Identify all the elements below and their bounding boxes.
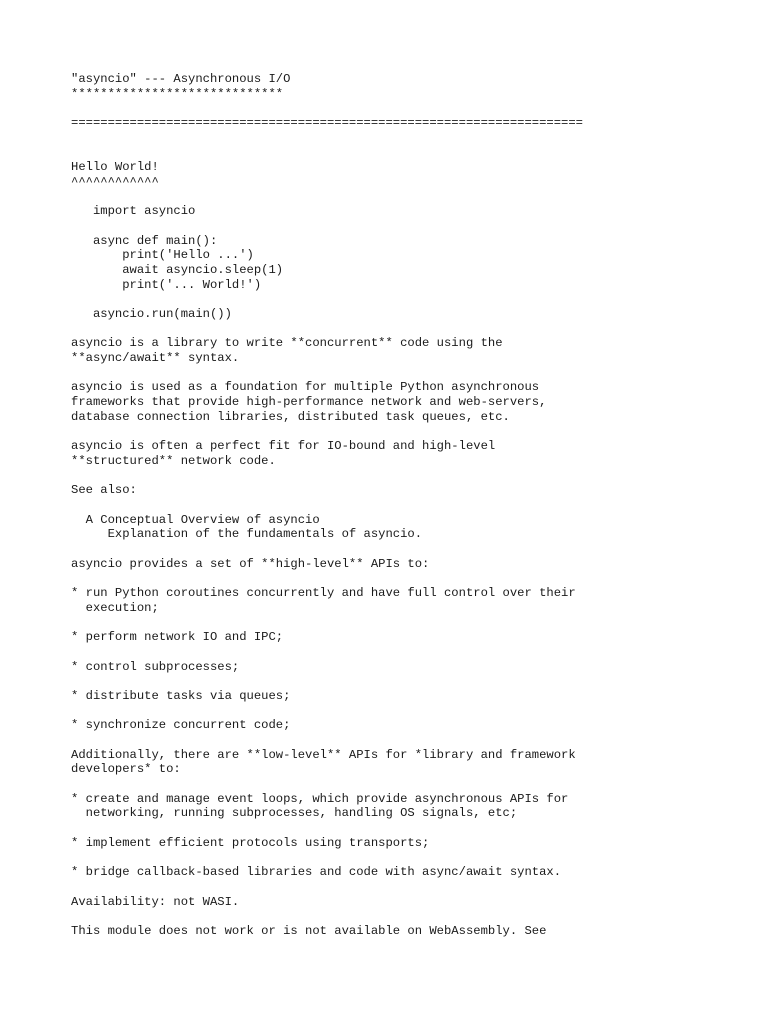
list-item: * distribute tasks via queues; <box>71 688 291 703</box>
document-page <box>71 72 731 939</box>
list-item: * create and manage event loops, which provide asynchronous APIs for networking, running subprocesses, handling OS signals, etc; <box>71 791 569 821</box>
code-block <box>71 204 731 322</box>
page-title: "asyncio" --- Asynchronous I/O <box>71 72 291 86</box>
availability-note: Availability: not WASI. <box>71 894 240 909</box>
low-level-intro: Additionally, there are **low-level** APIs for *library and framework developers* to: <box>71 747 576 777</box>
low-level-list <box>71 792 731 880</box>
list-item: * run Python coroutines concurrently and have full control over their execution; <box>71 586 576 615</box>
foundation-paragraph: asyncio is used as a foundation for multiple Python asynchronous frameworks that provide high-performance network and web-servers, database connection libraries, distributed task queues, etc. <box>71 380 547 424</box>
list-item: * synchronize concurrent code; <box>71 718 291 733</box>
intro-paragraph: asyncio is a library to write **concurrent** code using the **async/await** syntax. <box>71 336 503 366</box>
list-item: * implement efficient protocols using transports; <box>71 835 430 850</box>
code-line: async def main(): <box>71 233 218 248</box>
section-heading: Hello World! <box>71 160 159 175</box>
see-also-description: Explanation of the fundamentals of asyncio. <box>71 527 423 542</box>
code-line <box>71 219 731 234</box>
list-item: * bridge callback-based libraries and code with async/await syntax. <box>71 865 562 880</box>
fit-paragraph: asyncio is often a perfect fit for IO-bound and high-level **structured** network code. <box>71 439 496 468</box>
list-item: * control subprocesses; <box>71 659 240 674</box>
see-also-link[interactable]: A Conceptual Overview of asyncio <box>71 512 320 527</box>
section-underline: ^^^^^^^^^^^^ <box>71 174 159 189</box>
code-line: import asyncio <box>71 204 196 219</box>
code-line: print('Hello ...') <box>71 248 254 263</box>
title-underline: ***************************** <box>71 86 284 101</box>
high-level-list <box>71 586 731 733</box>
code-line <box>71 292 731 307</box>
code-line: print('... World!') <box>71 277 262 292</box>
list-item: * perform network IO and IPC; <box>71 630 284 645</box>
section-separator: ====================================================================== <box>71 116 583 131</box>
wasm-note: This module does not work or is not available on WebAssembly. See <box>71 923 547 938</box>
code-line: asyncio.run(main()) <box>71 307 232 321</box>
code-line: await asyncio.sleep(1) <box>71 262 284 277</box>
high-level-intro: asyncio provides a set of **high-level** APIs to: <box>71 556 430 571</box>
see-also-label: See also: <box>71 483 137 498</box>
